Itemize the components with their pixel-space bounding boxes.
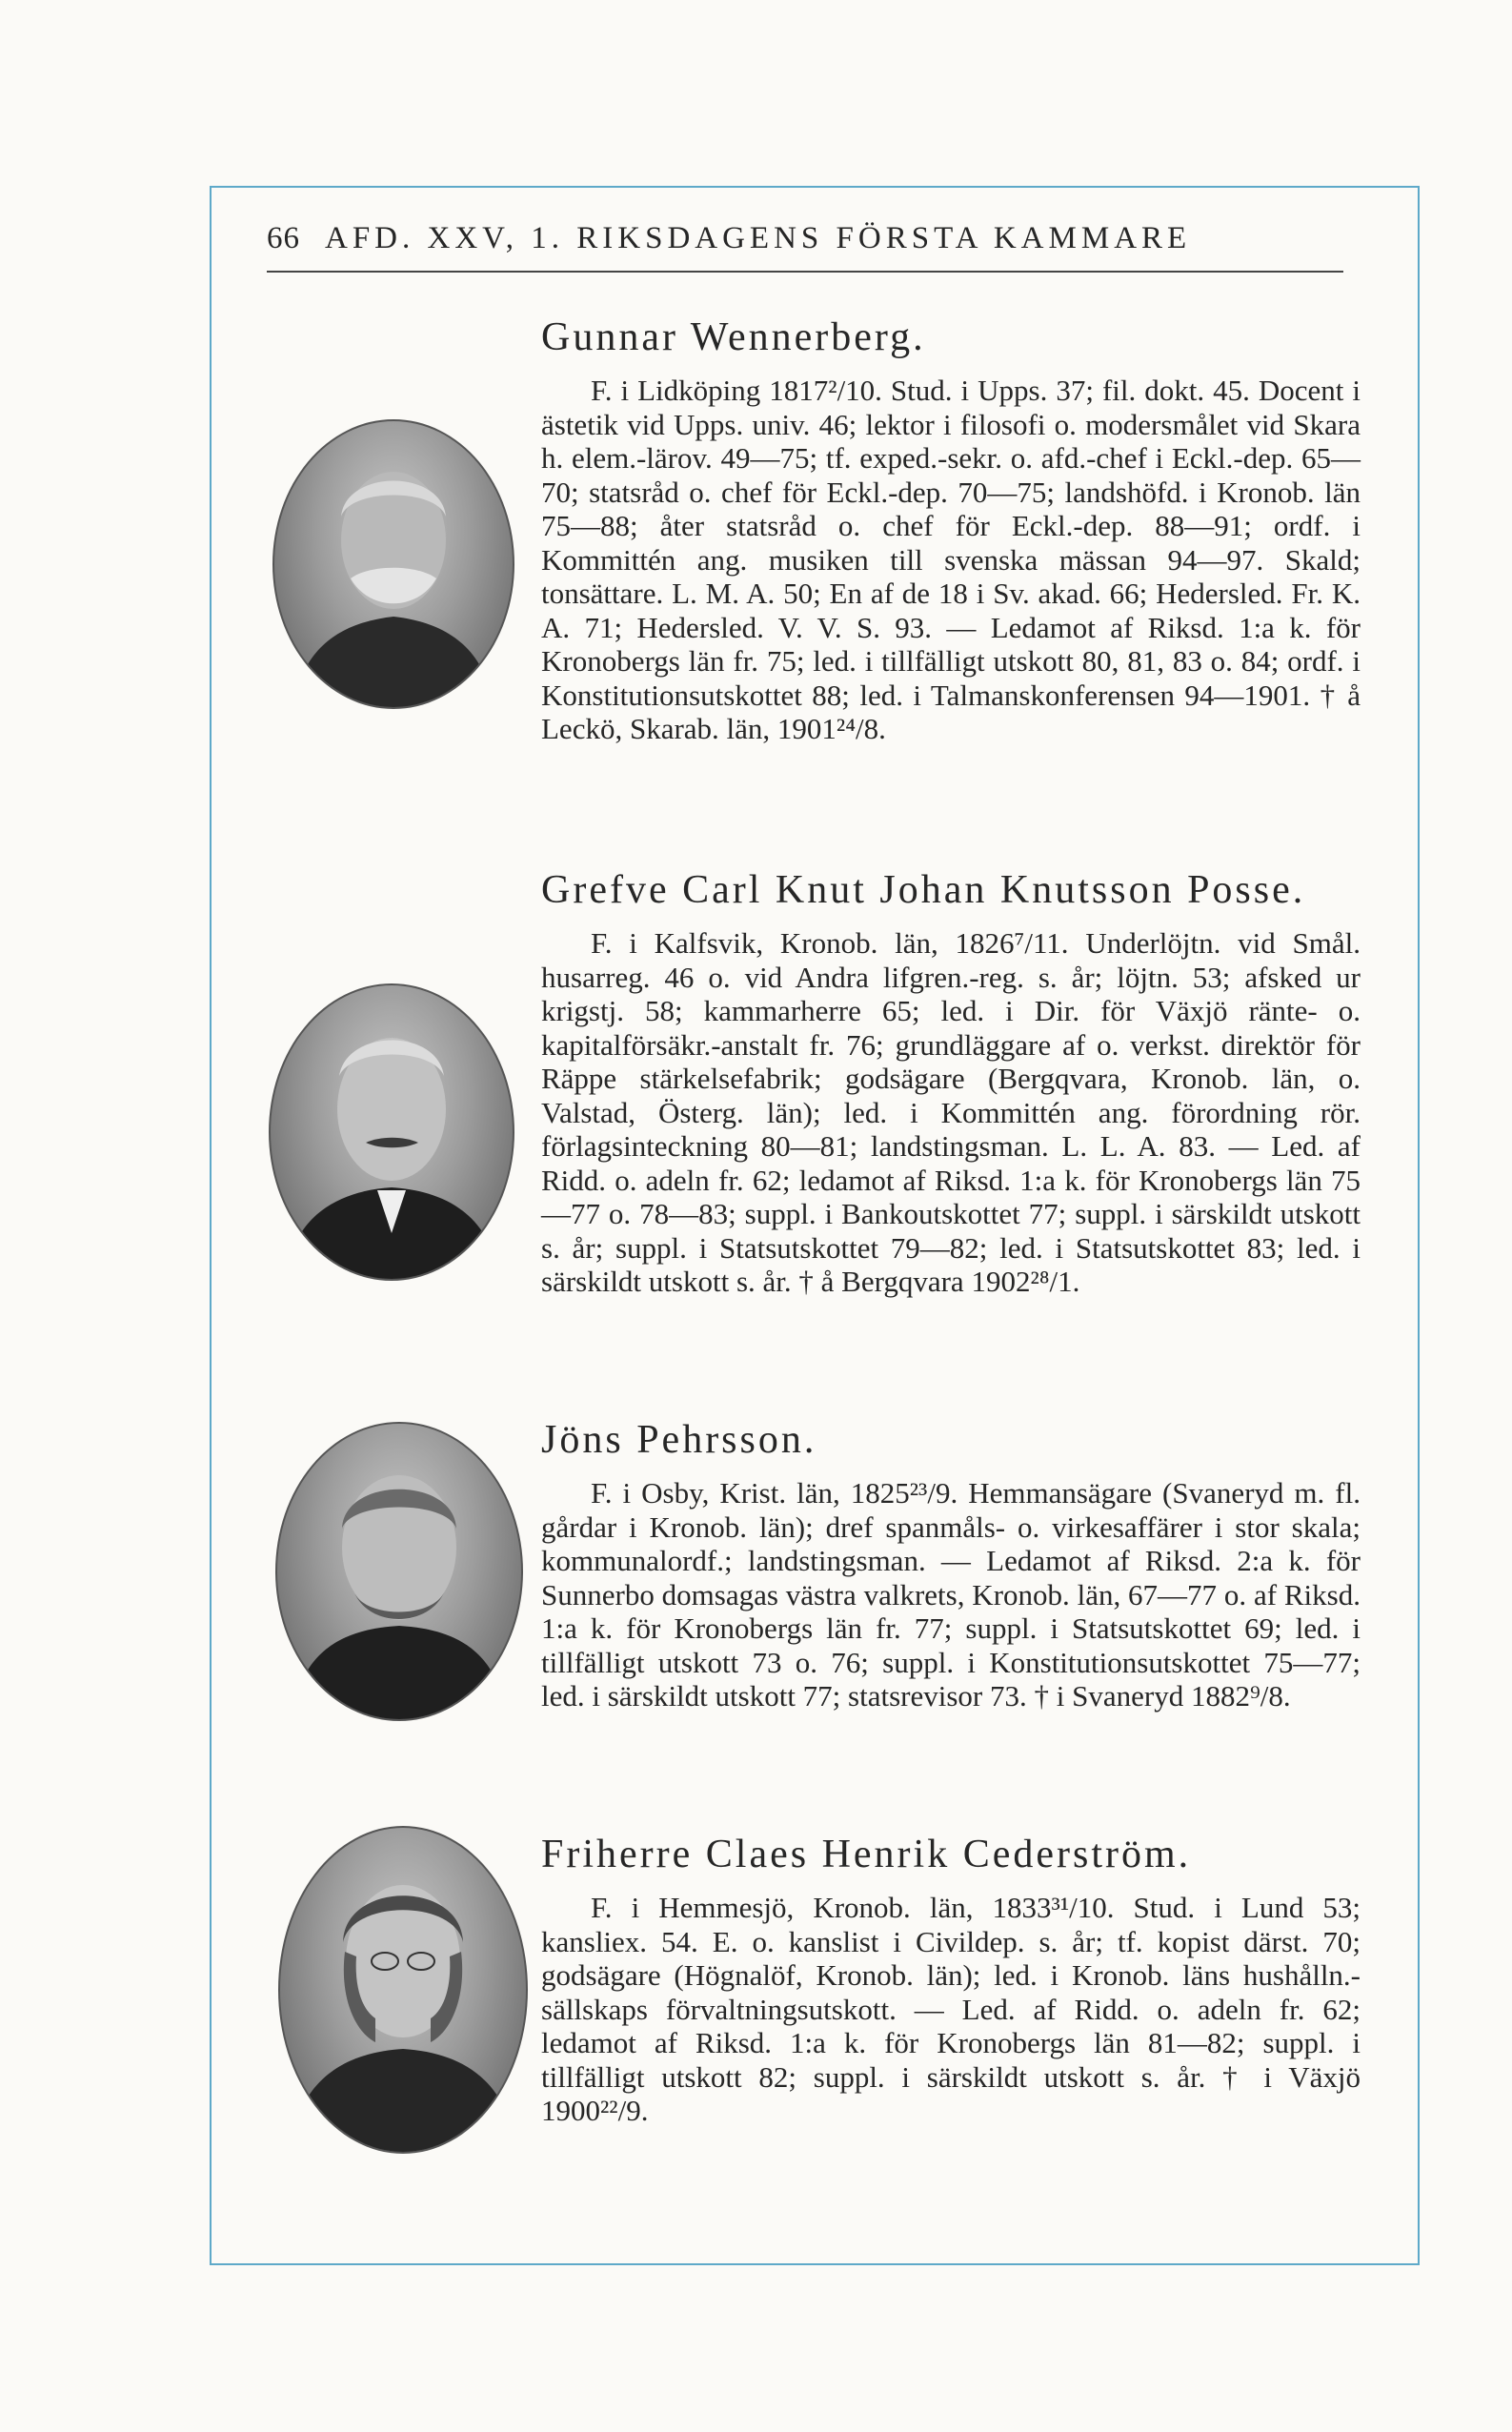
person-name: Jöns Pehrsson. [541,1418,817,1462]
biography-entry [541,867,1361,1299]
page-number: 66 [267,221,300,255]
portrait-photo [275,1422,523,1721]
header-rule [267,271,1343,273]
running-header [267,221,1340,256]
person-name: Grefve Carl Knut Johan Knutsson Posse. [541,868,1306,912]
portrait-photo [278,1826,528,2154]
biography-entry [541,314,1361,746]
person-name: Gunnar Wennerberg. [541,315,926,359]
running-title: AFD. XXV, 1. RIKSDAGENS FÖRSTA KAMMARE [325,221,1192,255]
biography-text: F. i Lidköping 1817²/10. Stud. i Upps. 37; fil. dokt. 45. Docent i ästetik vid Upps. univ. 46; lektor i filosofi o. modersmålet vid Skara h. elem.-lärov. 49—75; tf. exped.-sekr. o. afd.-chef i Eckl.-dep. 65—70; statsråd o. chef för Eckl.-dep. 70—75; landshöfd. i Kronob. län 75—88; åter statsråd o. chef för Eckl.-dep. 88—91; ordf. i Kommittén ang. musiken till svenska mässan 94—97. Skald; tonsättare. L. M. A. 50; En af de 18 i Sv. akad. 66; Hedersled. Fr. K. A. 71; Hedersled. V. V. S. 93. — Ledamot af Riksd. 1:a k. för Kronobergs län fr. 75; led. i tillfälligt utskott 80, 81, 83 o. 84; ordf. i Konstitutionsutskottet 88; led. i Talmanskonferensen 94—1901. † å Leckö, Skarab. län, 1901²⁴/8. [541,374,1361,745]
biography-text: F. i Osby, Krist. län, 1825²³/9. Hemmansägare (Svaneryd m. fl. gårdar i Kronob. län); dref spanmåls- o. virkesaffärer i stor skala; kommunalordf.; landstingsman. — Ledamot af Riksd. 2:a k. för Sunnerbo domsagas västra valkrets, Kronob. län, 67—77 o. af Riksd. 1:a k. för Kronobergs län fr. 77; suppl. i Statsutskottet 69; led. i tillfälligt utskott 73 o. 76; suppl. i Konstitutionsutskottet 75—77; led. i särskildt utskott 77; statsrevisor 73. † i Svaneryd 1882⁹/8. [541,1476,1361,1713]
biography-entry [541,1417,1361,1713]
portrait-photo [272,419,514,709]
biography-entry [541,1832,1361,2128]
portrait-photo [269,983,514,1281]
person-name: Friherre Claes Henrik Cederström. [541,1833,1192,1876]
biography-text: F. i Kalfsvik, Kronob. län, 1826⁷/11. Underlöjtn. vid Smål. husarreg. 46 o. vid Andra lifgren.-reg. s. år; löjtn. 53; afsked ur krigstj. 58; kammarherre 65; led. i Dir. för Växjö ränte- o. kapitalförsäkr.-anstalt fr. 76; grundläggare af o. verkst. direktör för Räppe stärkelsefabrik; godsägare (Bergqvara, Kronob. län, o. Valstad, Österg. län); led. i Kommittén ang. förordning rör. förlagsinteckning 80—81; landstingsman. L. L. A. 83. — Led. af Ridd. o. adeln fr. 62; ledamot af Riksd. 1:a k. för Kronobergs län 75—77 o. 78—83; suppl. i Bankoutskottet 77; suppl. i särskildt utskott s. år; suppl. i Statsutskottet 79—82; led. i Statsutskottet 83; led. i särskildt utskott s. år. † å Bergqvara 1902²⁸/1. [541,926,1361,1298]
biography-text: F. i Hemmesjö, Kronob. län, 1833³¹/10. Stud. i Lund 53; kansliex. 54. E. o. kanslist i Civildep. s. år; tf. kopist därst. 70; godsägare (Högnalöf, Kronob. län); led. i Kronob. läns hushålln.-sällskaps förvaltningsutskott. — Led. af Ridd. o. adeln fr. 62; ledamot af Riksd. 1:a k. för Kronobergs län 81—82; suppl. i tillfälligt utskott 82; suppl. i särskildt utskott s. år. † i Växjö 1900²²/9. [541,1891,1361,2127]
